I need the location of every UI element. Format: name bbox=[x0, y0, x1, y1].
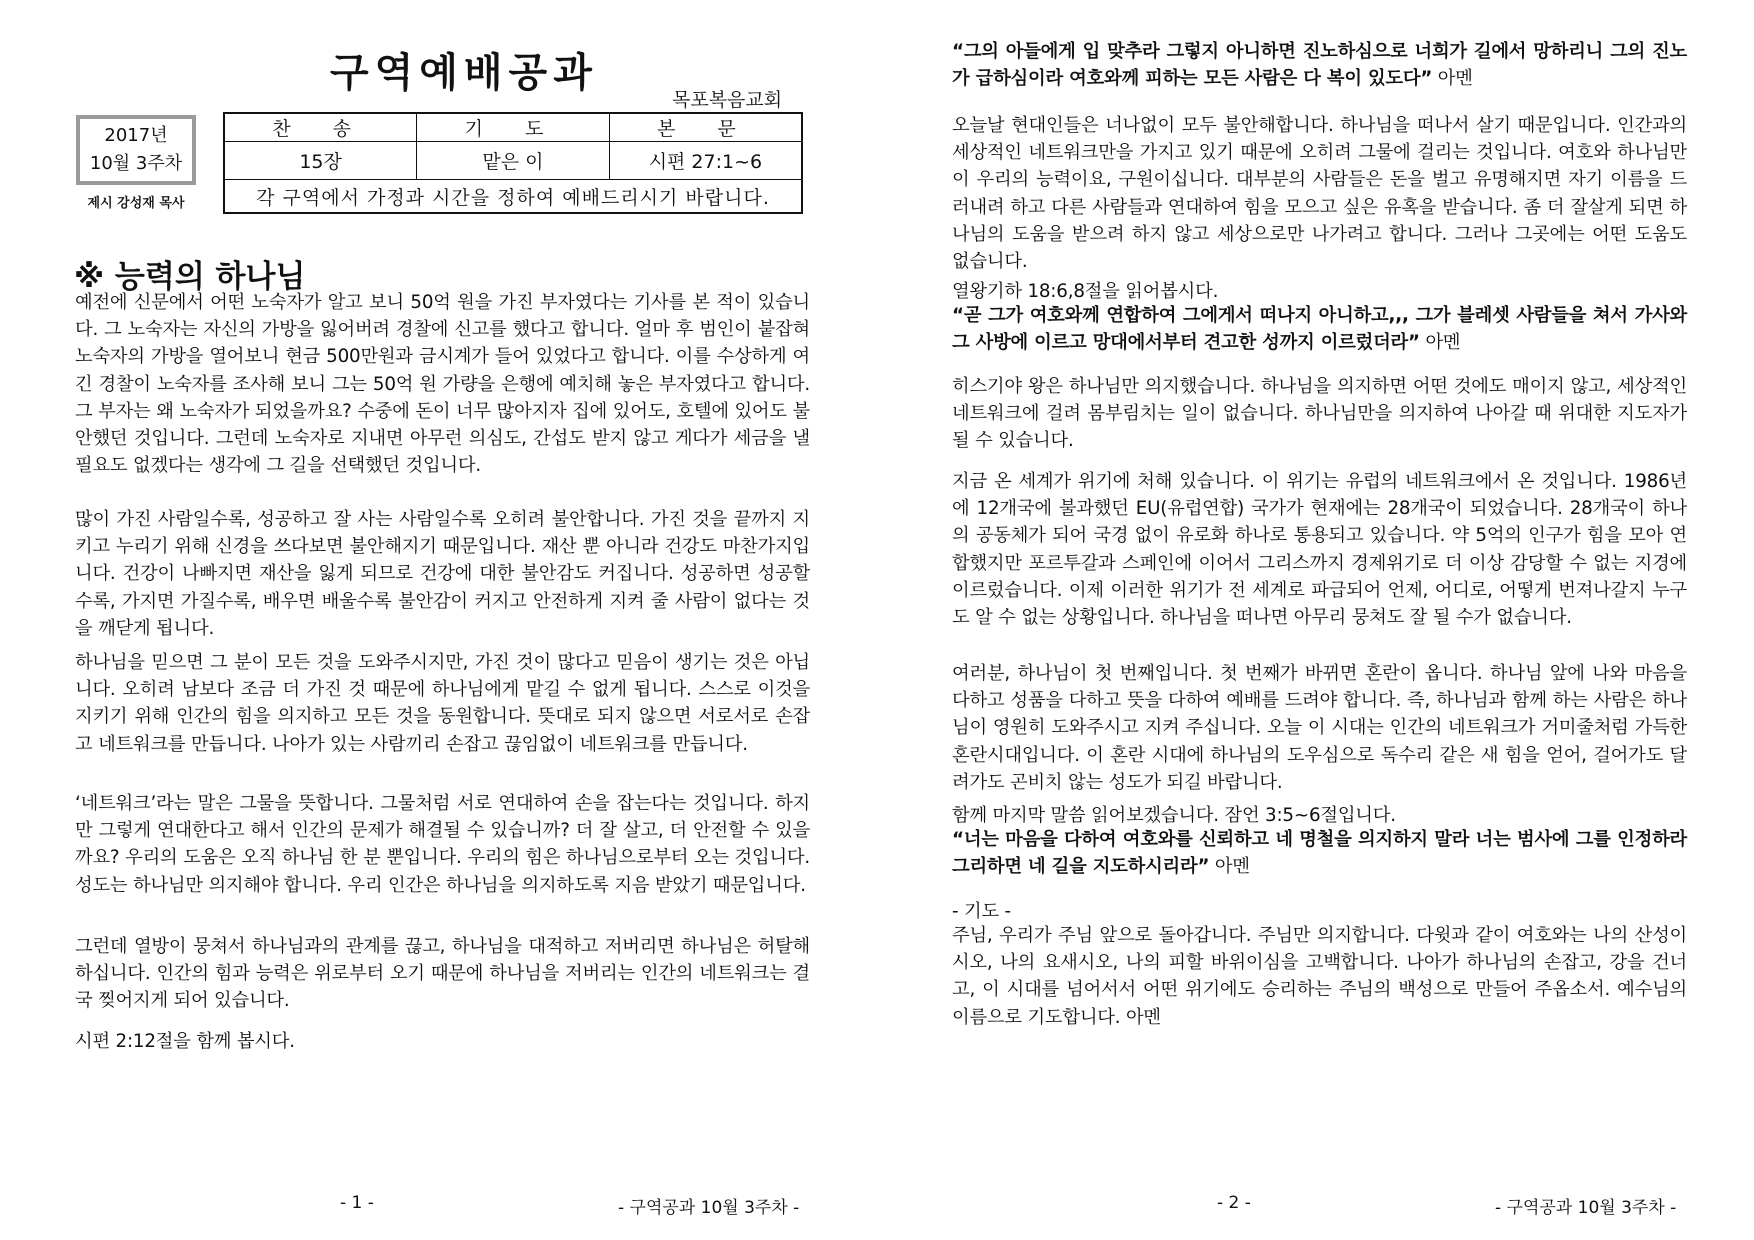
week-badge bbox=[76, 115, 196, 185]
week-label: 10월 3주차 bbox=[89, 153, 183, 174]
table-header-prayer: 기 도 bbox=[417, 113, 610, 142]
page-number: - 2 - bbox=[1217, 1193, 1251, 1213]
document-title: 구역예배공과 bbox=[330, 50, 598, 96]
worship-info-table bbox=[223, 112, 803, 214]
church-name: 목포복음교회 bbox=[672, 89, 783, 111]
preacher-label: 제시 강성재 목사 bbox=[87, 196, 185, 211]
verse-text: “곧 그가 여호와께 연합하여 그에게서 떠나지 아니하고,,, 그가 블레셋 사람들을 쳐서 가사와 그 사방에 이르고 망대에서부터 견고한 성까지 이르렀더라” bbox=[952, 305, 1687, 354]
table-header-scripture: 본 문 bbox=[609, 113, 802, 142]
paragraph: 많이 가진 사람일수록, 성공하고 잘 사는 사람일수록 오히려 불안합니다. 가진 것을 끝까지 지키고 누리기 위해 신경을 쓰다보면 불안해지기 때문입니다. 재산 뿐 아니라 건강도 마찬가지입니다. 건강이 나빠지면 재산을 잃게 되므로 건강에 대한 불안감도 커집니다. 성공하면 성공할수록, 가지면 가질수록, 배우면 배울수록 불안감이 커지고 안전하게 지켜 줄 사람이 없다는 것을 깨닫게 됩니다. bbox=[75, 509, 810, 639]
hymn-value: 15장 bbox=[224, 142, 417, 180]
paragraph: 여러분, 하나님이 첫 번째입니다. 첫 번째가 바뀌면 혼란이 옵니다. 하나님 앞에 나와 마음을 다하고 성품을 다하고 뜻을 다하여 예배를 드려야 합니다. 즉, 하나님과 함께 하는 사람은 하나님이 영원히 도와주시고 지켜 주십니다. 오늘 이 시대는 인간의 네트워크가 거미줄처럼 가득한 혼란시대입니다. 이 혼란 시대에 하나님의 도우심으로 독수리 같은 새 힘을 얻어, 걸어가도 달려가도 곤비치 않는 성도가 되길 바랍니다. bbox=[952, 663, 1687, 793]
paragraph: 히스기야 왕은 하나님만 의지했습니다. 하나님을 의지하면 어떤 것에도 매이지 않고, 세상적인 네트워크에 걸려 몸부림치는 일이 없습니다. 하나님만을 의지하여 나아갈 때 위대한 지도자가 될 수 있습니다. bbox=[952, 376, 1687, 452]
table-note: 각 구역에서 가정과 시간을 정하여 예배드리시기 바랍니다. bbox=[224, 180, 802, 214]
page-2 bbox=[877, 0, 1754, 1240]
prayer-heading: - 기도 - bbox=[952, 901, 1011, 922]
prayer-text: 주님, 우리가 주님 앞으로 돌아갑니다. 주님만 의지합니다. 다윗과 같이 여호와는 나의 산성이시오, 나의 요새시오, 나의 피할 바위이심을 고백합니다. 나아가 하나님의 손잡고, 강을 건너고, 이 시대를 넘어서서 어떤 위기에도 승리하는 주님의 백성으로 만들어 주옵소서. 예수님의 이름으로 기도합니다. 아멘 bbox=[952, 925, 1687, 1028]
paragraph: 예전에 신문에서 어떤 노숙자가 알고 보니 50억 원을 가진 부자였다는 기사를 본 적이 있습니다. 그 노숙자는 자신의 가방을 잃어버려 경찰에 신고를 했다고 합니다. 얼마 후 범인이 붙잡혀 노숙자의 가방을 열어보니 현금 500만원과 금시계가 들어 있었다고 합니다. 이를 수상하게 여긴 경찰이 노숙자를 조사해 보니 그는 50억 원 가량을 은행에 예치해 놓은 부자였다고 합니다. 그 부자는 왜 노숙자가 되었을까요? 수중에 돈이 너무 많아지자 집에 있어도, 호텔에 있어도 불안했던 것입니다. 그런데 노숙자로 지내면 아무런 의심도, 간섭도 받지 않고 게다가 세금을 낼 필요도 없겠다는 생각에 그 길을 선택했던 것입니다. bbox=[75, 292, 810, 477]
amen-text: 아멘 bbox=[1432, 68, 1473, 90]
paragraph: 시편 2:12절을 함께 봅시다. bbox=[75, 1031, 295, 1052]
footer-label: - 구역공과 10월 3주차 - bbox=[618, 1198, 800, 1218]
scripture-quote bbox=[952, 302, 1687, 356]
scripture-quote bbox=[952, 826, 1687, 880]
scripture-value: 시편 27:1~6 bbox=[609, 142, 802, 180]
table-header-hymn: 찬 송 bbox=[224, 113, 417, 142]
section-title: ※ 능력의 하나님 bbox=[74, 259, 306, 295]
prayer-value: 맡은 이 bbox=[417, 142, 610, 180]
paragraph: 오늘날 현대인들은 너나없이 모두 불안해합니다. 하나님을 떠나서 살기 때문입니다. 인간과의 세상적인 네트워크만을 가지고 있기 때문에 오히려 그물에 걸리는 것입니다. 여호와 하나님만이 우리의 능력이요, 구원이십니다. 대부분의 사람들은 돈을 벌고 유명해지면 자기 이름을 드러내려 하고 다른 사람들과 연대하여 힘을 모으고 싶은 유혹을 받습니다. 좀 더 잘살게 되면 하나님의 도움을 받으려 하지 않고 세상으로만 나가려고 합니다. 그러나 그곳에는 어떤 도움도 없습니다. bbox=[952, 115, 1687, 273]
paragraph: ‘네트워크’라는 말은 그물을 뜻합니다. 그물처럼 서로 연대하여 손을 잡는다는 것입니다. 하지만 그렇게 연대한다고 해서 인간의 문제가 해결될 수 있습니까? 더 잘 살고, 더 안전할 수 있을까요? 우리의 도움은 오직 하나님 한 분 뿐입니다. 우리의 힘은 하나님으로부터 오는 것입니다. 성도는 하나님만 의지해야 합니다. 우리 인간은 하나님을 의지하도록 지음 받았기 때문입니다. bbox=[75, 793, 810, 896]
footer-label: - 구역공과 10월 3주차 - bbox=[1495, 1198, 1677, 1218]
paragraph: 그런데 열방이 뭉쳐서 하나님과의 관계를 끊고, 하나님을 대적하고 저버리면 하나님은 허탈해 하십니다. 인간의 힘과 능력은 위로부터 오기 때문에 하나님을 저버리는 인간의 네트워크는 결국 찢어지게 되어 있습니다. bbox=[75, 936, 810, 1012]
scripture-quote bbox=[952, 38, 1687, 92]
amen-text: 아멘 bbox=[1209, 856, 1250, 878]
paragraph: 열왕기하 18:6,8절을 읽어봅시다. bbox=[952, 281, 1219, 302]
paragraph: 함께 마지막 말씀 읽어보겠습니다. 잠언 3:5~6절입니다. bbox=[952, 805, 1396, 826]
paragraph: 하나님을 믿으면 그 분이 모든 것을 도와주시지만, 가진 것이 많다고 믿음이 생기는 것은 아닙니다. 오히려 남보다 조금 더 가진 것 때문에 하나님에게 맡길 수 없게 됩니다. 스스로 이것을 지키기 위해 인간의 힘을 의지하고 모든 것을 동원합니다. 뜻대로 되지 않으면 서로서로 손잡고 네트워크를 만듭니다. 나아가 있는 사람끼리 손잡고 끊임없이 네트워크를 만듭니다. bbox=[75, 652, 810, 755]
verse-text: “너는 마음을 다하여 여호와를 신뢰하고 네 명철을 의지하지 말라 너는 범사에 그를 인정하라 그리하면 네 길을 지도하시리라” bbox=[952, 829, 1687, 878]
year-label: 2017년 bbox=[104, 125, 168, 146]
amen-text: 아멘 bbox=[1419, 332, 1461, 354]
verse-text: “그의 아들에게 입 맞추라 그렇지 아니하면 진노하심으로 너희가 길에서 망하리니 그의 진노가 급하심이라 여호와께 피하는 모든 사람은 다 복이 있도다” bbox=[952, 41, 1687, 90]
paragraph: 지금 온 세계가 위기에 처해 있습니다. 이 위기는 유럽의 네트워크에서 온 것입니다. 1986년에 12개국에 불과했던 EU(유럽연합) 국가가 현재에는 28개국이 되었습니다. 28개국이 하나의 공동체가 되어 국경 없이 유로화 하나로 통용되고 있습니다. 약 5억의 인구가 힘을 모아 연합했지만 포르투갈과 스페인에 이어서 그리스까지 경제위기로 더 이상 감당할 수 없는 지경에 이르렀습니다. 이제 이러한 위기가 전 세계로 파급되어 언제, 어디로, 어떻게 번져나갈지 누구도 알 수 없는 상황입니다. 하나님을 떠나면 아무리 뭉쳐도 잘 될 수가 없습니다. bbox=[952, 471, 1687, 629]
page-number: - 1 - bbox=[340, 1193, 374, 1213]
